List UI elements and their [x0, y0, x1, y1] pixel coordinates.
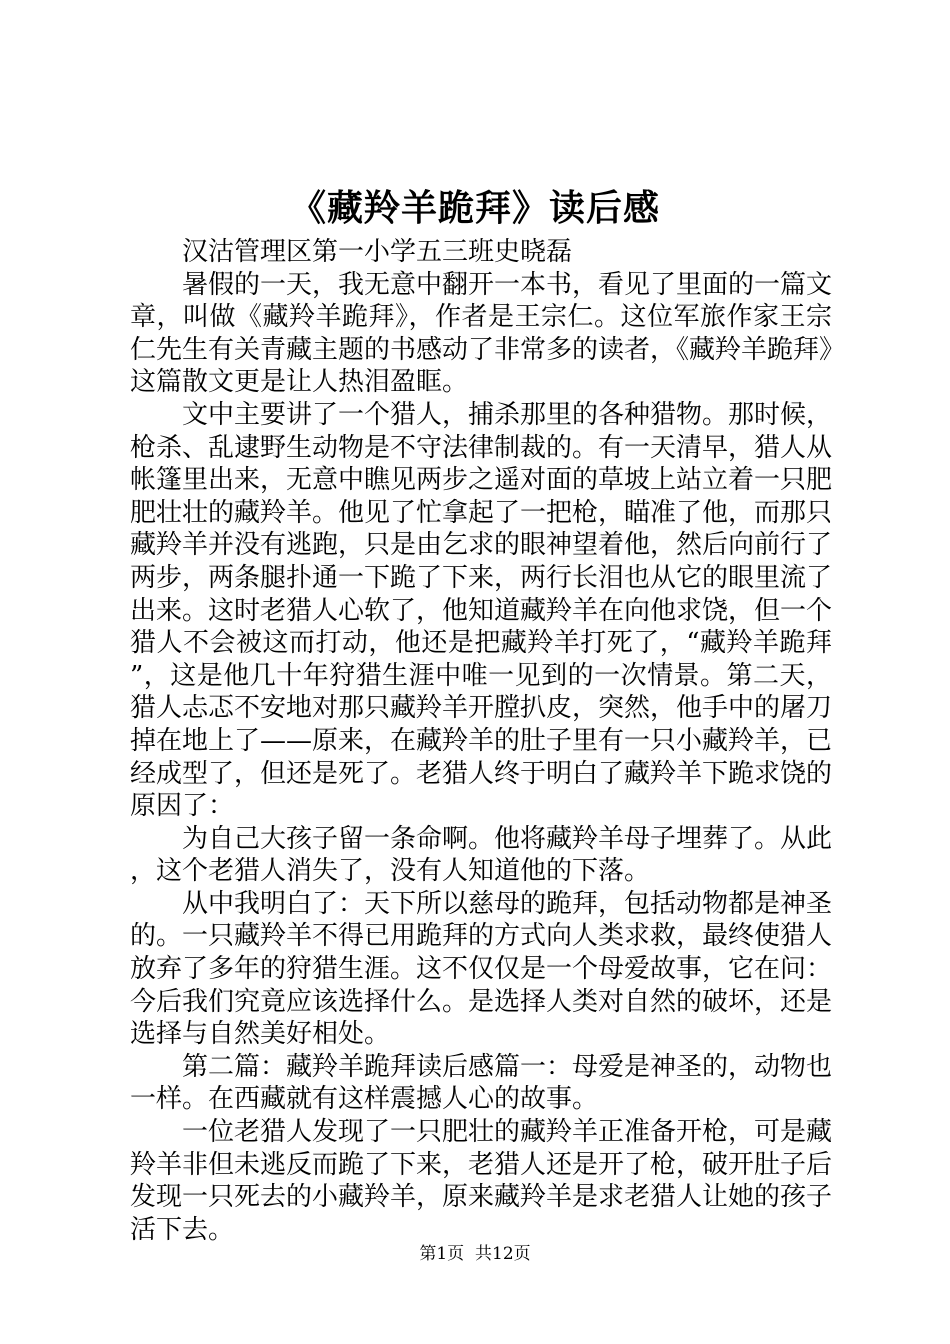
document-title: 《藏羚羊跪拜》读后感	[289, 187, 660, 229]
paragraph: 一位老猎人发现了一只肥壮的藏羚羊正准备开枪，可是藏羚羊非但未逃反而跪了下来，老猎人还是开了枪，破开肚子后发现一只死去的小藏羚羊，原来藏羚羊是求老猎人让她的孩子活下去。	[130, 1117, 833, 1245]
page-number: 第1页	[419, 1244, 465, 1264]
paragraph: 第二篇：藏羚羊跪拜读后感篇一：母爱是神圣的，动物也一样。在西藏就有这样震撼人心的故事。	[130, 1051, 833, 1115]
paragraph: 文中主要讲了一个猎人，捕杀那里的各种猎物。那时候，枪杀、乱逮野生动物是不守法律制裁的。有一天清早，猎人从帐篷里出来，无意中瞧见两步之遥对面的草坡上站立着一只肥肥壮壮的藏羚羊。他见了忙拿起了一把枪，瞄准了他，而那只藏羚羊并没有逃跑，只是由乞求的眼神望着他，然后向前行了两步，两条腿扑通一下跪了下来，两行长泪也从它的眼里流了出来。这时老猎人心软了，他知道藏羚羊在向他求饶，但一个猎人不会被这而打动，他还是把藏羚羊打死了，“藏羚羊跪拜”，这是他几十年狩猎生涯中唯一见到的一次情景。第二天，猎人忐忑不安地对那只藏羚羊开膛扒皮，突然，他手中的屠刀掉在地上了——原来，在藏羚羊的肚子里有一只小藏羚羊，已经成型了，但还是死了。老猎人终于明白了藏羚羊下跪求饶的原因了：	[130, 399, 833, 822]
document-body	[130, 236, 832, 1246]
paragraph: 暑假的一天，我无意中翻开一本书，看见了里面的一篇文章，叫做《藏羚羊跪拜》，作者是王宗仁。这位军旅作家王宗仁先生有关青藏主题的书感动了非常多的读者，《藏羚羊跪拜》这篇散文更是让人热泪盈眶。	[130, 269, 833, 398]
paragraph: 从中我明白了：天下所以慈母的跪拜，包括动物都是神圣的。一只藏羚羊不得已用跪拜的方式向人类求救，最终使猎人放弃了多年的狩猎生涯。这不仅仅是一个母爱故事，它在问：今后我们究竟应该选择什么。是选择人类对自然的破坏，还是选择与自然美好相处。	[130, 888, 833, 1050]
page-total: 共12页	[475, 1244, 531, 1264]
page-footer	[0, 1242, 950, 1266]
paragraph: 为自己大孩子留一条命啊。他将藏羚羊母子埋葬了。从此，这个老猎人消失了，没有人知道他的下落。	[130, 823, 833, 887]
author-line: 汉沽管理区第一小学五三班史晓磊	[182, 237, 573, 267]
